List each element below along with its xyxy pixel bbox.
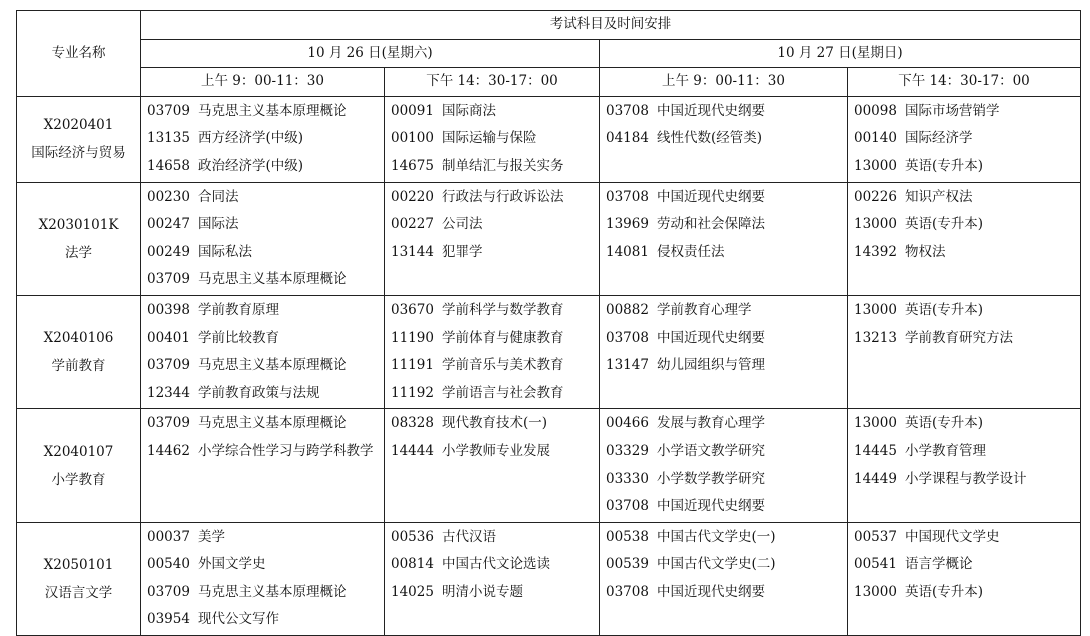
subject-entry (147, 524, 378, 552)
subject-entry (854, 211, 1074, 239)
day-header-oct27: 10 月 27 日(星期日) (600, 39, 1081, 68)
subject-entry (854, 98, 1074, 126)
subject-code: 00882 (606, 301, 649, 318)
subject-entry (391, 211, 593, 239)
subject-code: 00401 (147, 329, 190, 346)
subject-code: 03708 (606, 583, 649, 600)
subject-code: 14462 (147, 442, 190, 459)
major-code: X2040106 (43, 330, 114, 347)
subject-entry (606, 211, 841, 239)
subject-entry (854, 524, 1074, 552)
schedule-title-header: 考试科目及时间安排 (141, 11, 1081, 40)
subject-name: 马克思主义基本原理概论 (197, 271, 347, 288)
subject-code: 00226 (854, 188, 897, 205)
subject-name: 英语(专升本) (904, 583, 983, 600)
subject-name: 侵权责任法 (656, 243, 725, 260)
subject-code: 03709 (147, 271, 190, 288)
subject-entry (391, 438, 593, 466)
subject-code: 00220 (391, 188, 434, 205)
exam-schedule-table (16, 10, 1081, 636)
exam-slot-cell (141, 295, 385, 408)
subject-name: 小学课程与教学设计 (904, 470, 1027, 487)
subject-entry (606, 438, 841, 466)
subject-name: 国际运输与保险 (441, 130, 537, 147)
subject-name: 中国现代文学史 (904, 528, 1000, 545)
subject-name: 中国近现代史纲要 (656, 102, 765, 119)
subject-name: 合同法 (197, 188, 239, 205)
major-cell (17, 522, 141, 635)
subject-entry (391, 579, 593, 607)
subject-code: 13213 (854, 329, 897, 346)
subject-entry (606, 524, 841, 552)
subject-name: 英语(专升本) (904, 301, 983, 318)
exam-slot-cell (385, 522, 600, 635)
subject-entry (391, 184, 593, 212)
subject-code: 13000 (854, 415, 897, 432)
subject-name: 西方经济学(中级) (197, 130, 303, 147)
subject-code: 00536 (391, 528, 434, 545)
subject-name: 学前教育研究方法 (904, 329, 1013, 346)
major-name: 汉语言文学 (44, 584, 113, 601)
exam-slot-cell (848, 96, 1081, 182)
subject-name: 国际法 (197, 216, 239, 233)
subject-name: 行政法与行政诉讼法 (441, 188, 564, 205)
subject-code: 04184 (606, 130, 649, 147)
subject-name: 明清小说专题 (441, 583, 523, 600)
subject-code: 11192 (391, 384, 434, 401)
subject-code: 13144 (391, 243, 434, 260)
subject-entry (391, 380, 593, 408)
subject-code: 14444 (391, 442, 434, 459)
subject-code: 11190 (391, 329, 434, 346)
subject-entry (854, 438, 1074, 466)
exam-slot-cell (600, 522, 848, 635)
subject-name: 中国近现代史纲要 (656, 329, 765, 346)
subject-code: 14658 (147, 157, 190, 174)
subject-name: 小学教师专业发展 (441, 442, 550, 459)
schedule-body (17, 96, 1081, 635)
subject-name: 学前教育原理 (197, 301, 279, 318)
subject-entry (147, 579, 378, 607)
subject-entry (854, 297, 1074, 325)
subject-name: 小学教育管理 (904, 442, 986, 459)
subject-code: 00091 (391, 102, 434, 119)
subject-entry (606, 297, 841, 325)
subject-name: 物权法 (904, 243, 946, 260)
subject-code: 03708 (606, 329, 649, 346)
major-code: X2030101K (38, 216, 119, 233)
subject-name: 犯罪学 (441, 243, 483, 260)
subject-code: 00398 (147, 301, 190, 318)
subject-code: 03708 (606, 188, 649, 205)
exam-slot-cell (141, 522, 385, 635)
exam-slot-cell (848, 522, 1081, 635)
subject-code: 14081 (606, 243, 649, 260)
subject-code: 03708 (606, 102, 649, 119)
subject-entry (391, 239, 593, 267)
major-name: 学前教育 (51, 358, 106, 375)
subject-name: 英语(专升本) (904, 157, 983, 174)
subject-code: 14675 (391, 157, 434, 174)
subject-name: 外国文学史 (197, 556, 266, 573)
subject-entry (147, 438, 378, 466)
subject-entry (391, 524, 593, 552)
subject-code: 00814 (391, 556, 434, 573)
exam-slot-cell (385, 96, 600, 182)
subject-name: 劳动和社会保障法 (656, 216, 765, 233)
subject-entry (854, 579, 1074, 607)
exam-slot-cell (385, 182, 600, 295)
subject-entry (854, 551, 1074, 579)
subject-entry (606, 325, 841, 353)
major-column-header: 专业名称 (17, 11, 141, 97)
subject-entry (147, 380, 378, 408)
subject-name: 英语(专升本) (904, 415, 983, 432)
subject-entry (606, 98, 841, 126)
subject-name: 国际商法 (441, 102, 496, 119)
subject-name: 幼儿园组织与管理 (656, 357, 765, 374)
exam-slot-cell (600, 295, 848, 408)
subject-name: 政治经济学(中级) (197, 157, 303, 174)
subject-code: 00541 (854, 556, 897, 573)
subject-entry (854, 325, 1074, 353)
subject-code: 13000 (854, 583, 897, 600)
subject-code: 00466 (606, 415, 649, 432)
subject-name: 马克思主义基本原理概论 (197, 583, 347, 600)
subject-name: 中国古代文论选读 (441, 556, 550, 573)
subject-code: 14445 (854, 442, 897, 459)
subject-name: 中国古代文学史(二) (656, 556, 776, 573)
subject-code: 00537 (854, 528, 897, 545)
subject-name: 马克思主义基本原理概论 (197, 357, 347, 374)
subject-code: 00037 (147, 528, 190, 545)
subject-entry (391, 410, 593, 438)
subject-entry (606, 466, 841, 494)
subject-entry (854, 239, 1074, 267)
subject-entry (606, 551, 841, 579)
subject-entry (606, 410, 841, 438)
subject-entry (854, 153, 1074, 181)
subject-entry (147, 125, 378, 153)
subject-code: 03329 (606, 442, 649, 459)
subject-code: 00100 (391, 130, 434, 147)
subject-entry (147, 239, 378, 267)
subject-code: 03670 (391, 301, 434, 318)
subject-code: 03330 (606, 470, 649, 487)
subject-code: 03709 (147, 102, 190, 119)
major-code: X2020401 (43, 117, 114, 134)
subject-name: 学前音乐与美术教育 (441, 357, 564, 374)
subject-entry (391, 297, 593, 325)
exam-slot-cell (848, 409, 1081, 522)
exam-slot-cell (141, 96, 385, 182)
subject-entry (147, 410, 378, 438)
exam-slot-cell (385, 295, 600, 408)
major-name: 国际经济与贸易 (31, 145, 126, 162)
major-row (17, 295, 1081, 408)
subject-code: 13000 (854, 301, 897, 318)
subject-code: 00539 (606, 556, 649, 573)
subject-entry (854, 184, 1074, 212)
subject-entry (854, 466, 1074, 494)
subject-entry (606, 184, 841, 212)
subject-code: 00098 (854, 102, 897, 119)
major-code: X2050101 (43, 556, 114, 573)
subject-entry (147, 325, 378, 353)
subject-code: 13000 (854, 216, 897, 233)
major-code: X2040107 (43, 443, 114, 460)
subject-code: 13000 (854, 157, 897, 174)
subject-name: 公司法 (441, 216, 483, 233)
subject-entry (391, 352, 593, 380)
day-header-oct26: 10 月 26 日(星期六) (141, 39, 600, 68)
subject-code: 14025 (391, 583, 434, 600)
subject-entry (147, 211, 378, 239)
exam-slot-cell (600, 182, 848, 295)
subject-entry (147, 184, 378, 212)
subject-code: 00540 (147, 556, 190, 573)
subject-name: 中国近现代史纲要 (656, 583, 765, 600)
subject-entry (606, 579, 841, 607)
major-cell (17, 96, 141, 182)
subject-name: 小学综合性学习与跨学科教学 (197, 442, 374, 459)
subject-entry (854, 125, 1074, 153)
subject-code: 08328 (391, 415, 434, 432)
subject-entry (147, 266, 378, 294)
subject-name: 学前语言与社会教育 (441, 384, 564, 401)
exam-slot-cell (600, 96, 848, 182)
subject-code: 13969 (606, 216, 649, 233)
subject-code: 03709 (147, 357, 190, 374)
subject-code: 11191 (391, 357, 434, 374)
subject-code: 00249 (147, 243, 190, 260)
subject-entry (147, 352, 378, 380)
exam-slot-cell (848, 182, 1081, 295)
subject-name: 学前比较教育 (197, 329, 279, 346)
subject-entry (147, 153, 378, 181)
subject-entry (606, 493, 841, 521)
slot-header-sun-am: 上午 9：00-11：30 (600, 68, 848, 97)
subject-name: 学前科学与数学教育 (441, 301, 564, 318)
subject-name: 英语(专升本) (904, 216, 983, 233)
exam-slot-cell (848, 295, 1081, 408)
exam-slot-cell (385, 409, 600, 522)
subject-name: 中国近现代史纲要 (656, 498, 765, 515)
subject-name: 小学语文教学研究 (656, 442, 765, 459)
subject-entry (147, 606, 378, 634)
subject-code: 14449 (854, 470, 897, 487)
subject-code: 00230 (147, 188, 190, 205)
slot-header-sun-pm: 下午 14：30-17：00 (848, 68, 1081, 97)
subject-code: 00227 (391, 216, 434, 233)
major-row (17, 96, 1081, 182)
subject-name: 美学 (197, 528, 225, 545)
major-row (17, 522, 1081, 635)
subject-entry (391, 153, 593, 181)
subject-code: 00538 (606, 528, 649, 545)
subject-code: 03709 (147, 583, 190, 600)
subject-name: 现代公文写作 (197, 611, 279, 628)
slot-header-sat-pm: 下午 14：30-17：00 (385, 68, 600, 97)
major-cell (17, 295, 141, 408)
subject-code: 13147 (606, 357, 649, 374)
subject-name: 国际私法 (197, 243, 252, 260)
subject-code: 12344 (147, 384, 190, 401)
exam-slot-cell (141, 182, 385, 295)
major-row (17, 182, 1081, 295)
subject-entry (147, 98, 378, 126)
subject-name: 马克思主义基本原理概论 (197, 102, 347, 119)
subject-entry (606, 352, 841, 380)
subject-entry (391, 125, 593, 153)
subject-name: 语言学概论 (904, 556, 973, 573)
subject-code: 13135 (147, 130, 190, 147)
subject-name: 学前体育与健康教育 (441, 329, 564, 346)
subject-entry (147, 297, 378, 325)
subject-name: 国际经济学 (904, 130, 973, 147)
subject-code: 03708 (606, 498, 649, 515)
major-name: 小学教育 (51, 471, 106, 488)
subject-name: 学前教育心理学 (656, 301, 752, 318)
major-cell (17, 409, 141, 522)
subject-name: 小学数学教学研究 (656, 470, 765, 487)
subject-code: 00247 (147, 216, 190, 233)
subject-entry (391, 325, 593, 353)
subject-entry (606, 239, 841, 267)
subject-name: 知识产权法 (904, 188, 973, 205)
subject-code: 03954 (147, 611, 190, 628)
subject-name: 线性代数(经管类) (656, 130, 762, 147)
subject-entry (391, 551, 593, 579)
major-cell (17, 182, 141, 295)
subject-entry (854, 410, 1074, 438)
slot-header-sat-am: 上午 9：00-11：30 (141, 68, 385, 97)
subject-entry (391, 98, 593, 126)
subject-code: 03709 (147, 415, 190, 432)
subject-name: 发展与教育心理学 (656, 415, 765, 432)
major-row (17, 409, 1081, 522)
subject-name: 现代教育技术(一) (441, 415, 547, 432)
subject-name: 中国古代文学史(一) (656, 528, 776, 545)
subject-name: 学前教育政策与法规 (197, 384, 320, 401)
subject-name: 马克思主义基本原理概论 (197, 415, 347, 432)
subject-name: 中国近现代史纲要 (656, 188, 765, 205)
subject-name: 制单结汇与报关实务 (441, 157, 564, 174)
exam-slot-cell (600, 409, 848, 522)
subject-code: 00140 (854, 130, 897, 147)
subject-entry (606, 125, 841, 153)
subject-name: 古代汉语 (441, 528, 496, 545)
subject-name: 国际市场营销学 (904, 102, 1000, 119)
subject-entry (147, 551, 378, 579)
subject-code: 14392 (854, 243, 897, 260)
exam-slot-cell (141, 409, 385, 522)
major-name: 法学 (65, 244, 92, 261)
